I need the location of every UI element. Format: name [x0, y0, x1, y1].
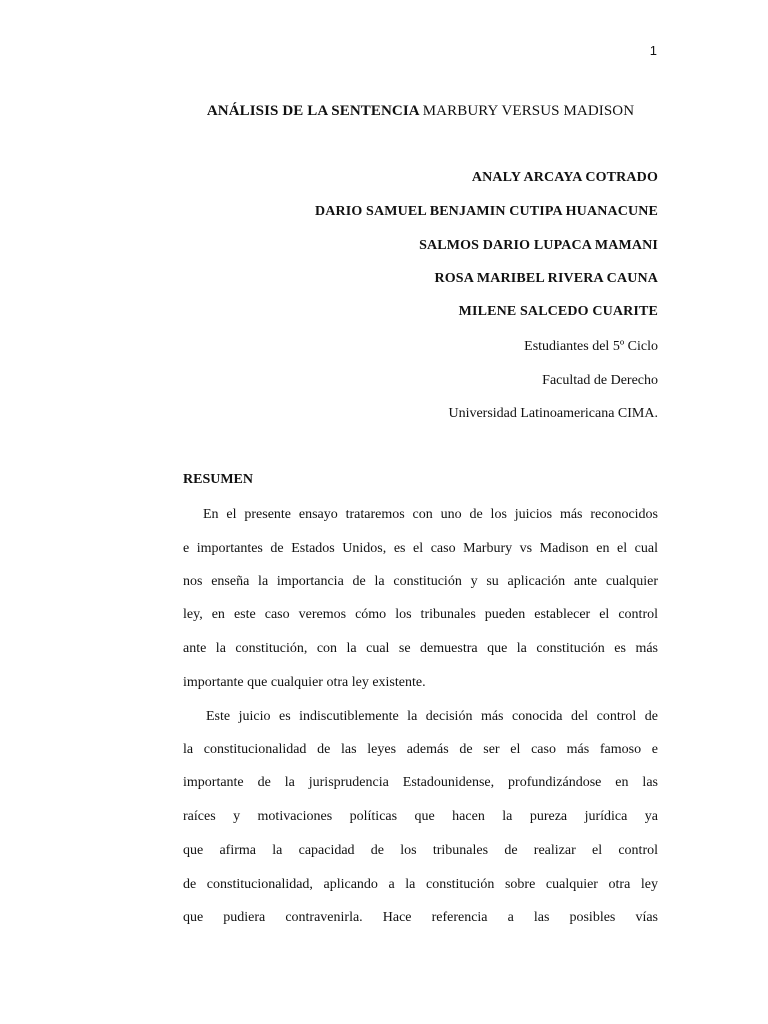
paragraph-line: e importantes de Estados Unidos, es el caso Marbury vs Madison en el cual: [183, 541, 658, 556]
paragraph-line: que afirma la capacidad de los tribunales de realizar el control: [183, 843, 658, 858]
paragraph-line: ley, en este caso veremos cómo los tribunales pueden establecer el control: [183, 607, 658, 622]
affiliation-line: Universidad Latinoamericana CIMA.: [448, 406, 658, 421]
author-name: MILENE SALCEDO CUARITE: [458, 304, 658, 319]
paragraph-line: que pudiera contravenirla. Hace referencia a las posibles vías: [183, 910, 658, 925]
paragraph-line: raíces y motivaciones políticas que hacen la pureza jurídica ya: [183, 809, 658, 824]
paragraph-line: nos enseña la importancia de la constitución y su aplicación ante cualquier: [183, 574, 658, 589]
author-name: DARIO SAMUEL BENJAMIN CUTIPA HUANACUNE: [314, 204, 658, 219]
document-title: [183, 103, 658, 120]
paragraph-line: importante que cualquier otra ley existente.: [183, 675, 426, 690]
section-heading-resumen: RESUMEN: [183, 472, 254, 487]
paragraph-line: la constitucionalidad de las leyes además de ser el caso más famoso e: [183, 742, 658, 757]
paragraph-line: Este juicio es indiscutiblemente la decisión más conocida del control de: [206, 709, 658, 724]
title-bold-part: ANÁLISIS DE LA SENTENCIA: [206, 103, 419, 119]
paragraph-line: ante la constitución, con la cual se demuestra que la constitución es más: [183, 641, 658, 656]
paragraph-line: de constitucionalidad, aplicando a la constitución sobre cualquier otra ley: [183, 877, 658, 892]
paragraph-line: importante de la jurisprudencia Estadounidense, profundizándose en las: [183, 775, 658, 790]
title-normal-part: MARBURY VERSUS MADISON: [422, 103, 635, 119]
author-name: ROSA MARIBEL RIVERA CAUNA: [434, 271, 658, 286]
author-name: SALMOS DARIO LUPACA MAMANI: [419, 238, 658, 253]
affiliation-line: Estudiantes del 5º Ciclo: [524, 339, 658, 354]
affiliation-line: Facultad de Derecho: [542, 373, 658, 388]
page-number: 1: [649, 43, 657, 58]
author-name: ANALY ARCAYA COTRADO: [471, 170, 658, 185]
paragraph-line: En el presente ensayo trataremos con uno de los juicios más reconocidos: [203, 507, 658, 522]
